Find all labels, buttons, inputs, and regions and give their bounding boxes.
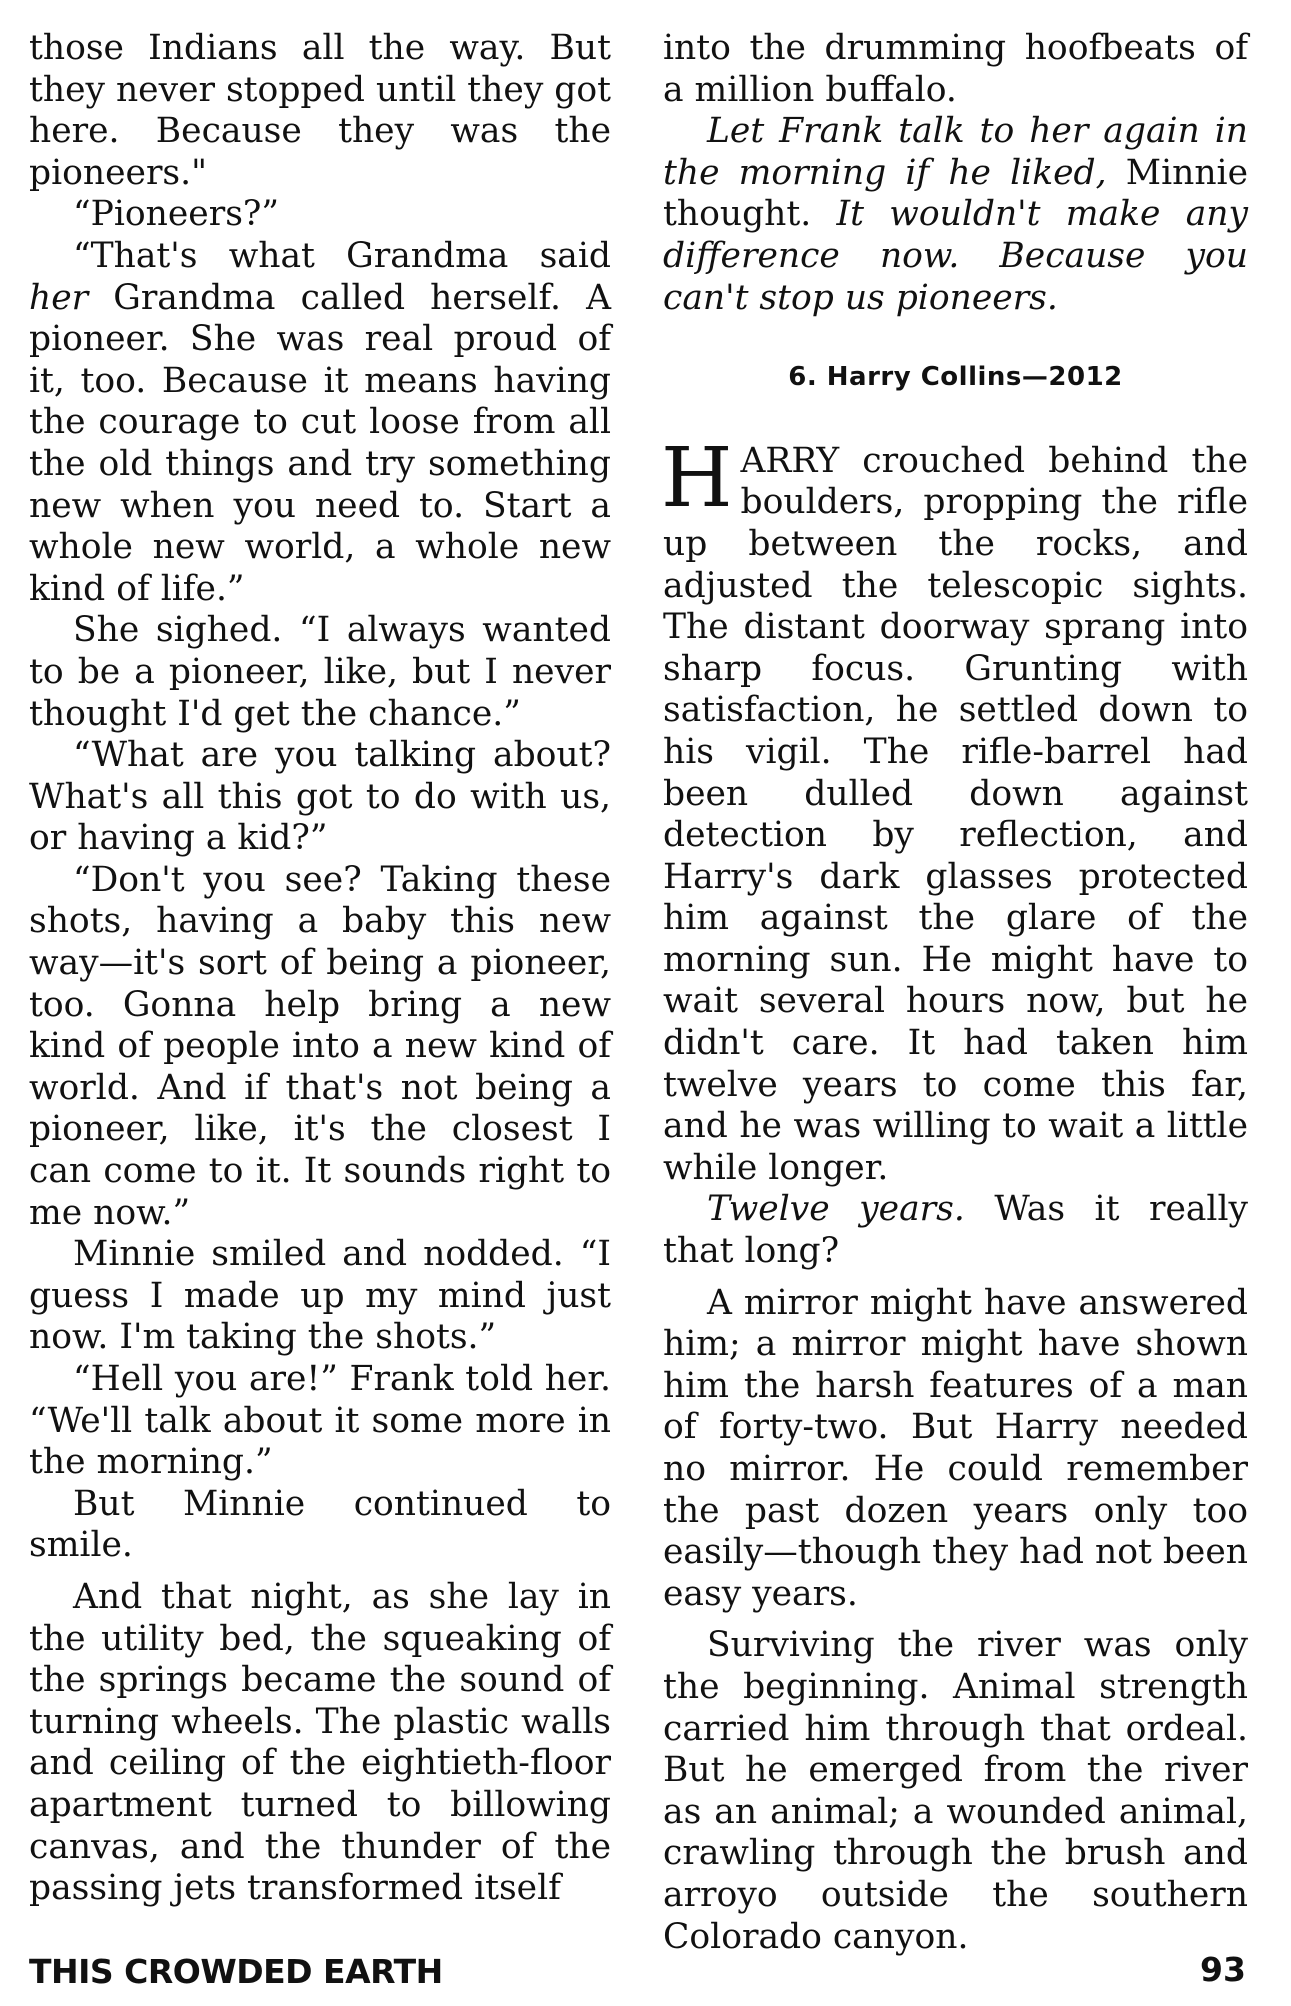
paragraph: Minnie smiled and nodded. “I guess I made up my mind just now. I'm taking the shots.” [29,1234,611,1358]
text-run: Grandma called herself. A pioneer. She was real proud of it, too. Because it means having the courage to cut loose from all the old things and try something new when you need to. Start a whole new world, a whole new kind of life.” [29,277,611,609]
text-run: Was it really that long? [663,1189,1248,1272]
paragraph: “Don't you see? Taking these shots, having a baby this new way—it's sort of being a pioneer, too. Gonna help bring a new kind of people into a new kind of world. And if that's not being a pioneer, like, it's the closest I can come to it. It sounds right to me now.” [29,859,611,1233]
italic-text: Let Frank talk to her again in the morning if he liked, [663,111,1248,193]
paragraph: A mirror might have answered him; a mirror might have shown him the harsh features of a man of forty-two. But Harry needed no mirror. He could remember the past dozen years only too easily—though they had not been easy years. [663,1282,1248,1614]
paragraph [663,111,1248,319]
italic-text: It wouldn't make any difference now. Because you can't stop us pioneers. [663,194,1248,318]
paragraph: “Pioneers?” [73,194,280,235]
italic-text: Twelve years. [707,1189,965,1230]
section-heading: 6. Harry Collins—2012 [788,362,1123,393]
paragraph: But Minnie continued to smile. [29,1483,611,1566]
paragraph: those Indians all the way. But they never stopped until they got here. Because they was the pioneers." [29,28,611,193]
paragraph: And that night, as she lay in the utility bed, the squeaking of the springs became the sound of turning wheels. The plastic walls and ceiling of the eightieth-floor apartment turned to billowing canvas, and the thunder of the passing jets transformed itself [29,1576,611,1909]
page-number: 93 [1200,1950,1246,1989]
paragraph: Surviving the river was only the beginning. Animal strength carried him through that ordeal. But he emerged from the river as an animal; a wounded animal, crawling through the brush and arroyo outside the southern Colorado canyon. [663,1625,1248,1957]
text-run: “That's what Grandma said [73,235,611,276]
paragraph [29,236,611,610]
drop-cap: H [661,430,733,526]
paragraph: into the drumming hoofbeats of a million buffalo. [663,28,1248,110]
paragraph: “Hell you are!” Frank told her. “We'll talk about it some more in the morning.” [29,1359,611,1483]
paragraph: “What are you talking about? What's all this got to do with us, or having a kid?” [29,735,611,859]
paragraph [663,1189,1248,1272]
running-title: THIS CROWDED EARTH [29,1952,443,1991]
text-run: ARRY crouched behind the boulders, propping the rifle up between the rocks, and adjusted the telescopic sights. The distant doorway sprang into sharp focus. Grunting with satisfaction, he settled down to his vigil. The rifle-barrel had been dulled down against detection by reflection, and Harry's dark glasses protected him against the glare of the morning sun. He might have to wait several hours now, but he didn't care. It had taken him twelve years to come this far, and he was willing to wait a little while longer. [663,440,1248,1188]
paragraph: She sighed. “I always wanted to be a pioneer, like, but I never thought I'd get the chance.” [29,610,611,734]
italic-text: her [29,277,89,318]
paragraph [661,430,1248,1190]
left-column [29,28,611,1910]
right-column [663,28,1248,1958]
text-run: Minnie thought. [663,152,1248,235]
